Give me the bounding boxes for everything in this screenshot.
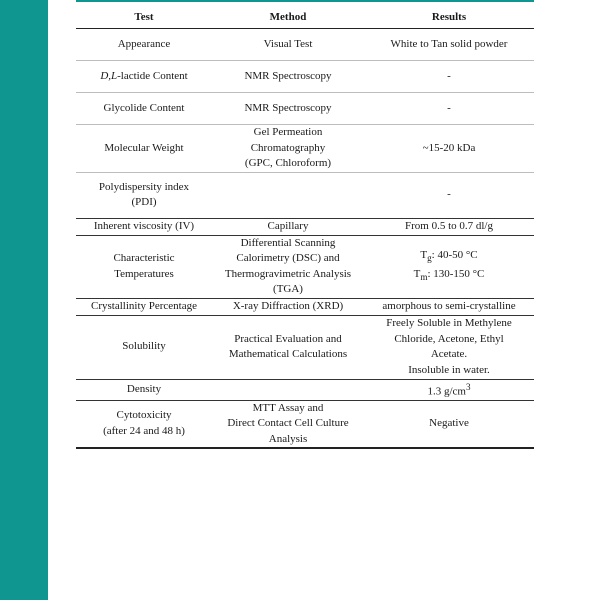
table-row [76,172,534,218]
cell-method [212,172,364,218]
cell-test [76,61,212,93]
header-method: Method [212,8,364,29]
specification-table [76,8,534,449]
cell-method: NMR Spectroscopy [212,61,364,93]
cell-test: Solubility [76,315,212,379]
side-accent-band [0,0,48,600]
cell-method: Gel Permeation Chromatography (GPC, Chloroform) [212,125,364,173]
melting-temperature-line: $T_m$: 130-150 °C [413,267,485,282]
cell-method: NMR Spectroscopy [212,93,364,125]
cell-result: amorphous to semi-crystalline [364,298,534,315]
table-row [76,218,534,235]
table-header-row [76,8,534,29]
cell-method: Visual Test [212,29,364,61]
cell-result: 1.3 $g/cm^3$ [364,379,534,400]
cell-result [364,235,534,298]
cell-method: Practical Evaluation and Mathematical Calculations [212,315,364,379]
table-row [76,298,534,315]
cell-method [212,379,364,400]
table-row [76,400,534,448]
cell-result: - [364,93,534,125]
table-row [76,315,534,379]
cell-result: Freely Soluble in Methylene Chloride, Acetone, Ethyl Acetate. Insoluble in water. [364,315,534,379]
table-row [76,29,534,61]
cell-method: X-ray Diffraction (XRD) [212,298,364,315]
table-row [76,61,534,93]
cell-result: From 0.5 to 0.7 dl/g [364,218,534,235]
table-row [76,93,534,125]
table-row [76,379,534,400]
cell-test: Characteristic Temperatures [76,235,212,298]
cell-method: Differential Scanning Calorimetry (DSC) and Thermogravimetric Analysis (TGA) [212,235,364,298]
cell-result: ~15-20 kDa [364,125,534,173]
cell-result: - [364,172,534,218]
top-accent-rule [76,0,534,2]
cell-test: Polydispersity index (PDI) [76,172,212,218]
cell-test-text: -lactide Content [117,69,188,82]
cell-test: Density [76,379,212,400]
cell-result: - [364,61,534,93]
cell-test: Cytotoxicity (after 24 and 48 h) [76,400,212,448]
cell-result: White to Tan solid powder [364,29,534,61]
header-test: Test [76,8,212,29]
cell-test: Glycolide Content [76,93,212,125]
glass-transition-line: $T_g$: 40-50 °C [420,248,478,263]
cell-test-italic-prefix: D,L [100,69,118,82]
cell-test: Crystallinity Percentage [76,298,212,315]
cell-test: Inherent viscosity (IV) [76,218,212,235]
table-row [76,235,534,298]
cell-test: Molecular Weight [76,125,212,173]
cell-test: Appearance [76,29,212,61]
cell-method: Capillary [212,218,364,235]
table-row [76,125,534,173]
cell-result: Negative [364,400,534,448]
header-results: Results [364,8,534,29]
cell-method: MTT Assay and Direct Contact Cell Culture Analysis [212,400,364,448]
